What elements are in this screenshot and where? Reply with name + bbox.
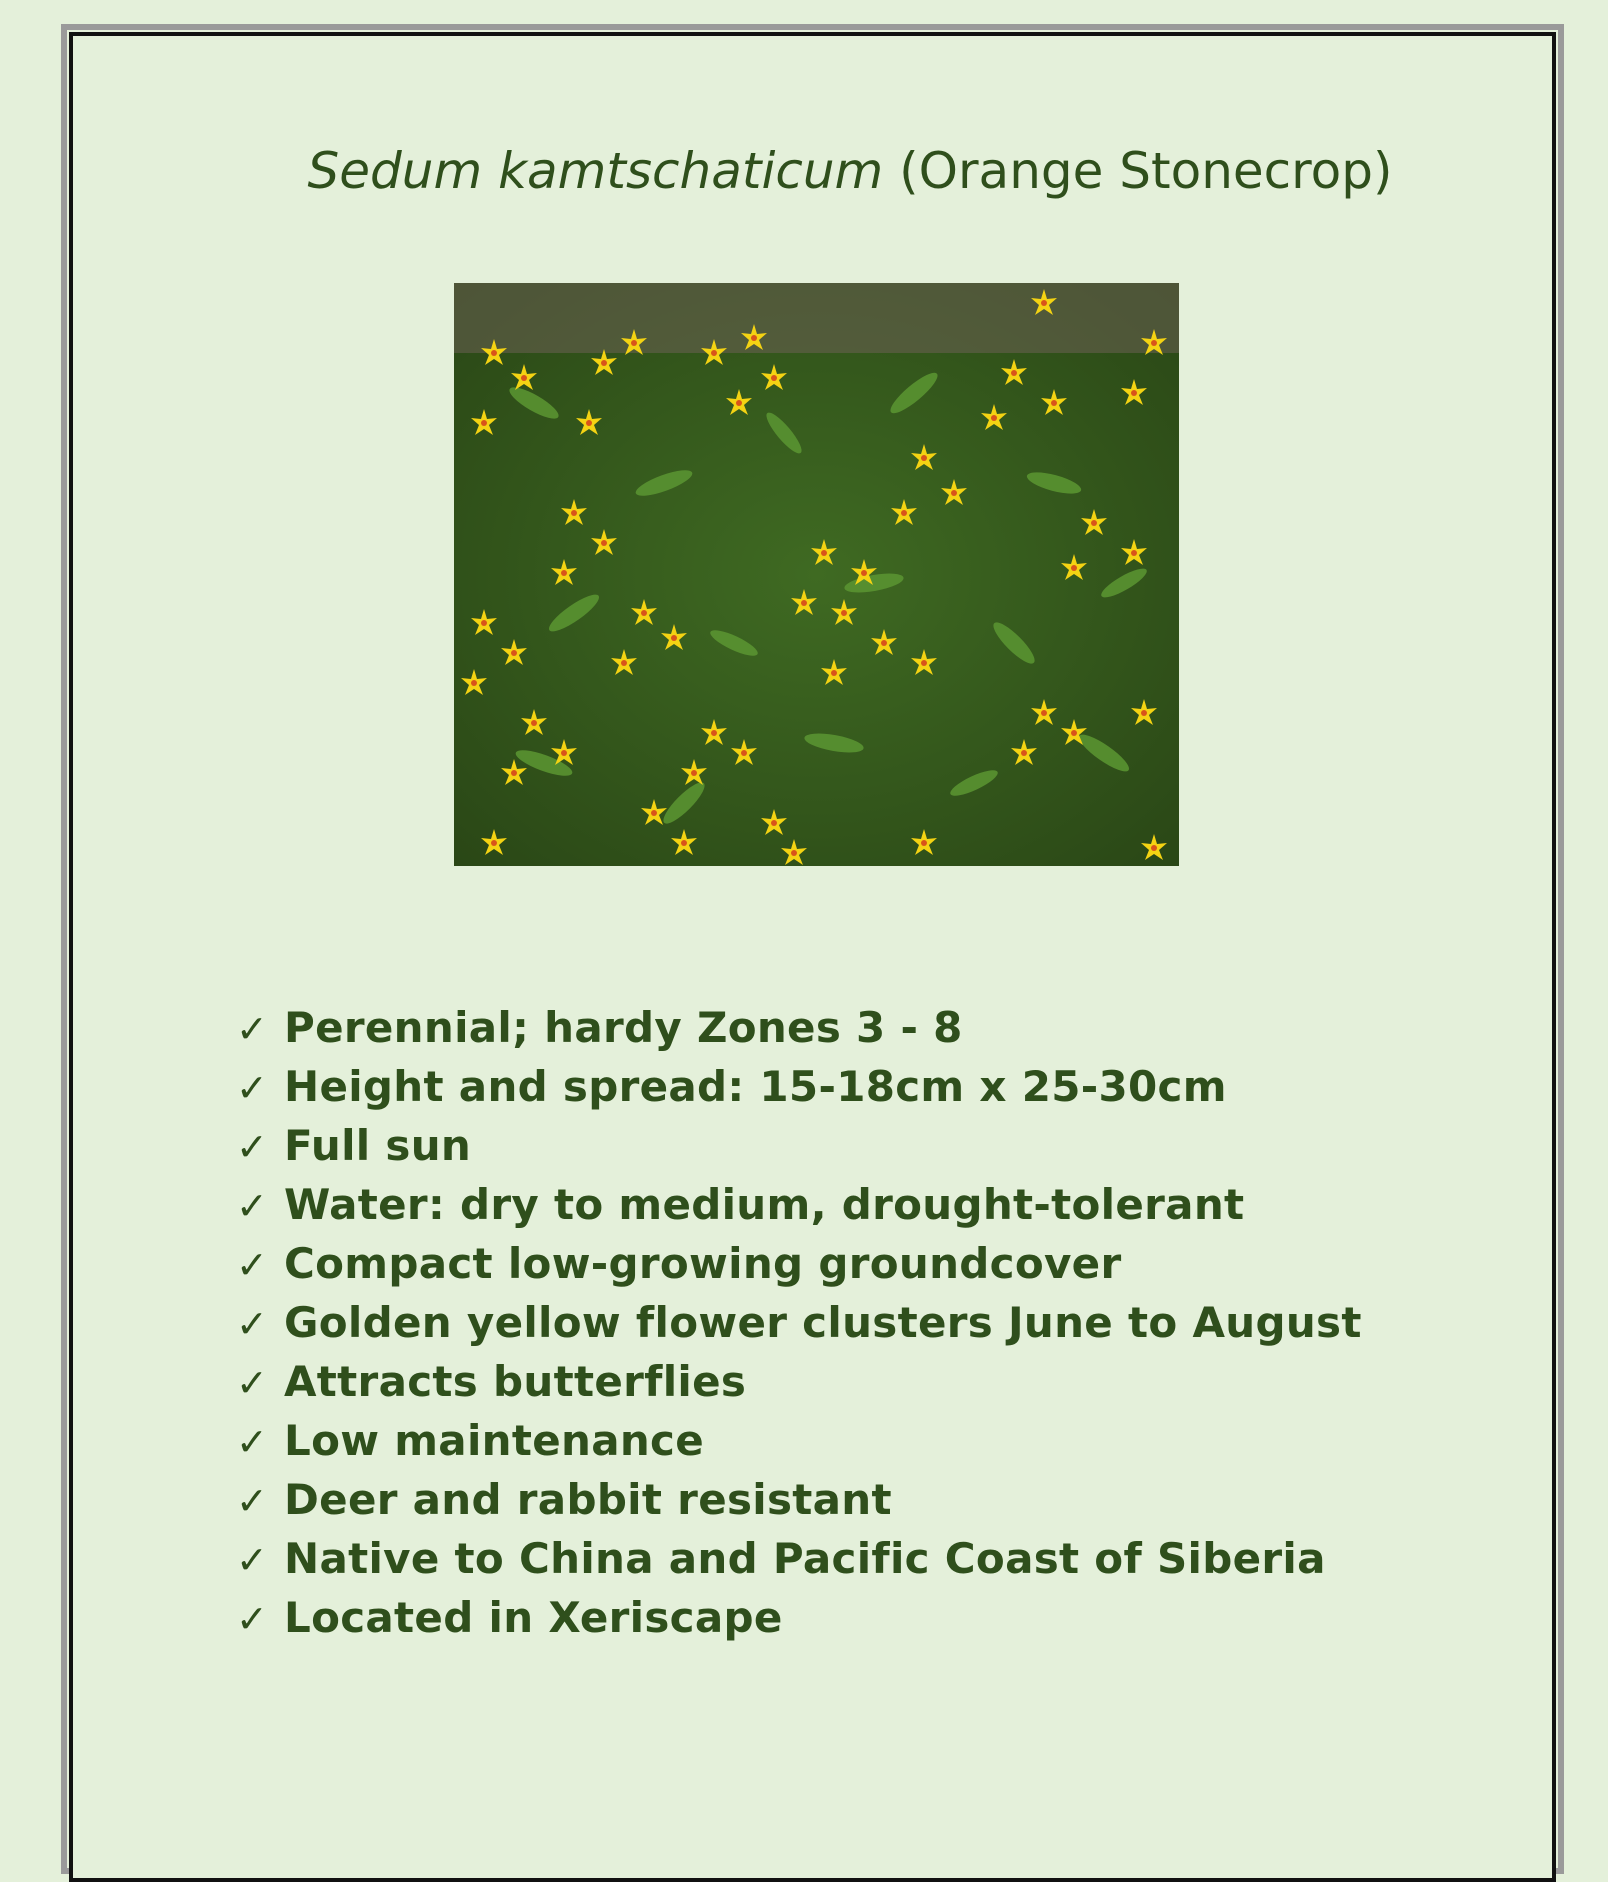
- fact-text: Full sun: [284, 1121, 472, 1170]
- list-item: [236, 1411, 1362, 1470]
- list-item: [236, 1352, 1362, 1411]
- fact-text: Deer and rabbit resistant: [284, 1475, 892, 1524]
- list-item: [236, 1529, 1362, 1588]
- page-title: [0, 141, 1608, 201]
- checkmark-icon: ✓: [236, 1302, 269, 1346]
- fact-text: Height and spread: 15-18cm x 25-30cm: [284, 1062, 1227, 1111]
- checkmark-icon: ✓: [236, 1243, 269, 1287]
- list-item: [236, 1175, 1362, 1234]
- scientific-name: Sedum kamtschaticum: [307, 142, 884, 200]
- list-item: [236, 1057, 1362, 1116]
- fact-text: Golden yellow flower clusters June to August: [284, 1298, 1362, 1347]
- fact-text: Compact low-growing groundcover: [284, 1239, 1122, 1288]
- checkmark-icon: ✓: [236, 1007, 269, 1051]
- list-item: [236, 1234, 1362, 1293]
- fact-text: Located in Xeriscape: [284, 1593, 783, 1642]
- list-item: [236, 998, 1362, 1057]
- list-item: [236, 1588, 1362, 1647]
- checkmark-icon: ✓: [236, 1361, 269, 1405]
- checkmark-icon: ✓: [236, 1420, 269, 1464]
- checkmark-icon: ✓: [236, 1538, 269, 1582]
- checkmark-icon: ✓: [236, 1184, 269, 1228]
- plant-facts-list: [236, 998, 1362, 1647]
- fact-text: Low maintenance: [284, 1416, 705, 1465]
- list-item: [236, 1293, 1362, 1352]
- checkmark-icon: ✓: [236, 1479, 269, 1523]
- checkmark-icon: ✓: [236, 1125, 269, 1169]
- fact-text: Native to China and Pacific Coast of Siberia: [284, 1534, 1326, 1583]
- list-item: [236, 1470, 1362, 1529]
- list-item: [236, 1116, 1362, 1175]
- checkmark-icon: ✓: [236, 1066, 269, 1110]
- checkmark-icon: ✓: [236, 1597, 269, 1641]
- plant-photo: [454, 283, 1179, 866]
- fact-text: Perennial; hardy Zones 3 - 8: [284, 1003, 963, 1052]
- fact-text: Water: dry to medium, drought-tolerant: [284, 1180, 1245, 1229]
- fact-text: Attracts butterflies: [284, 1357, 747, 1406]
- common-name: (Orange Stonecrop): [899, 142, 1393, 200]
